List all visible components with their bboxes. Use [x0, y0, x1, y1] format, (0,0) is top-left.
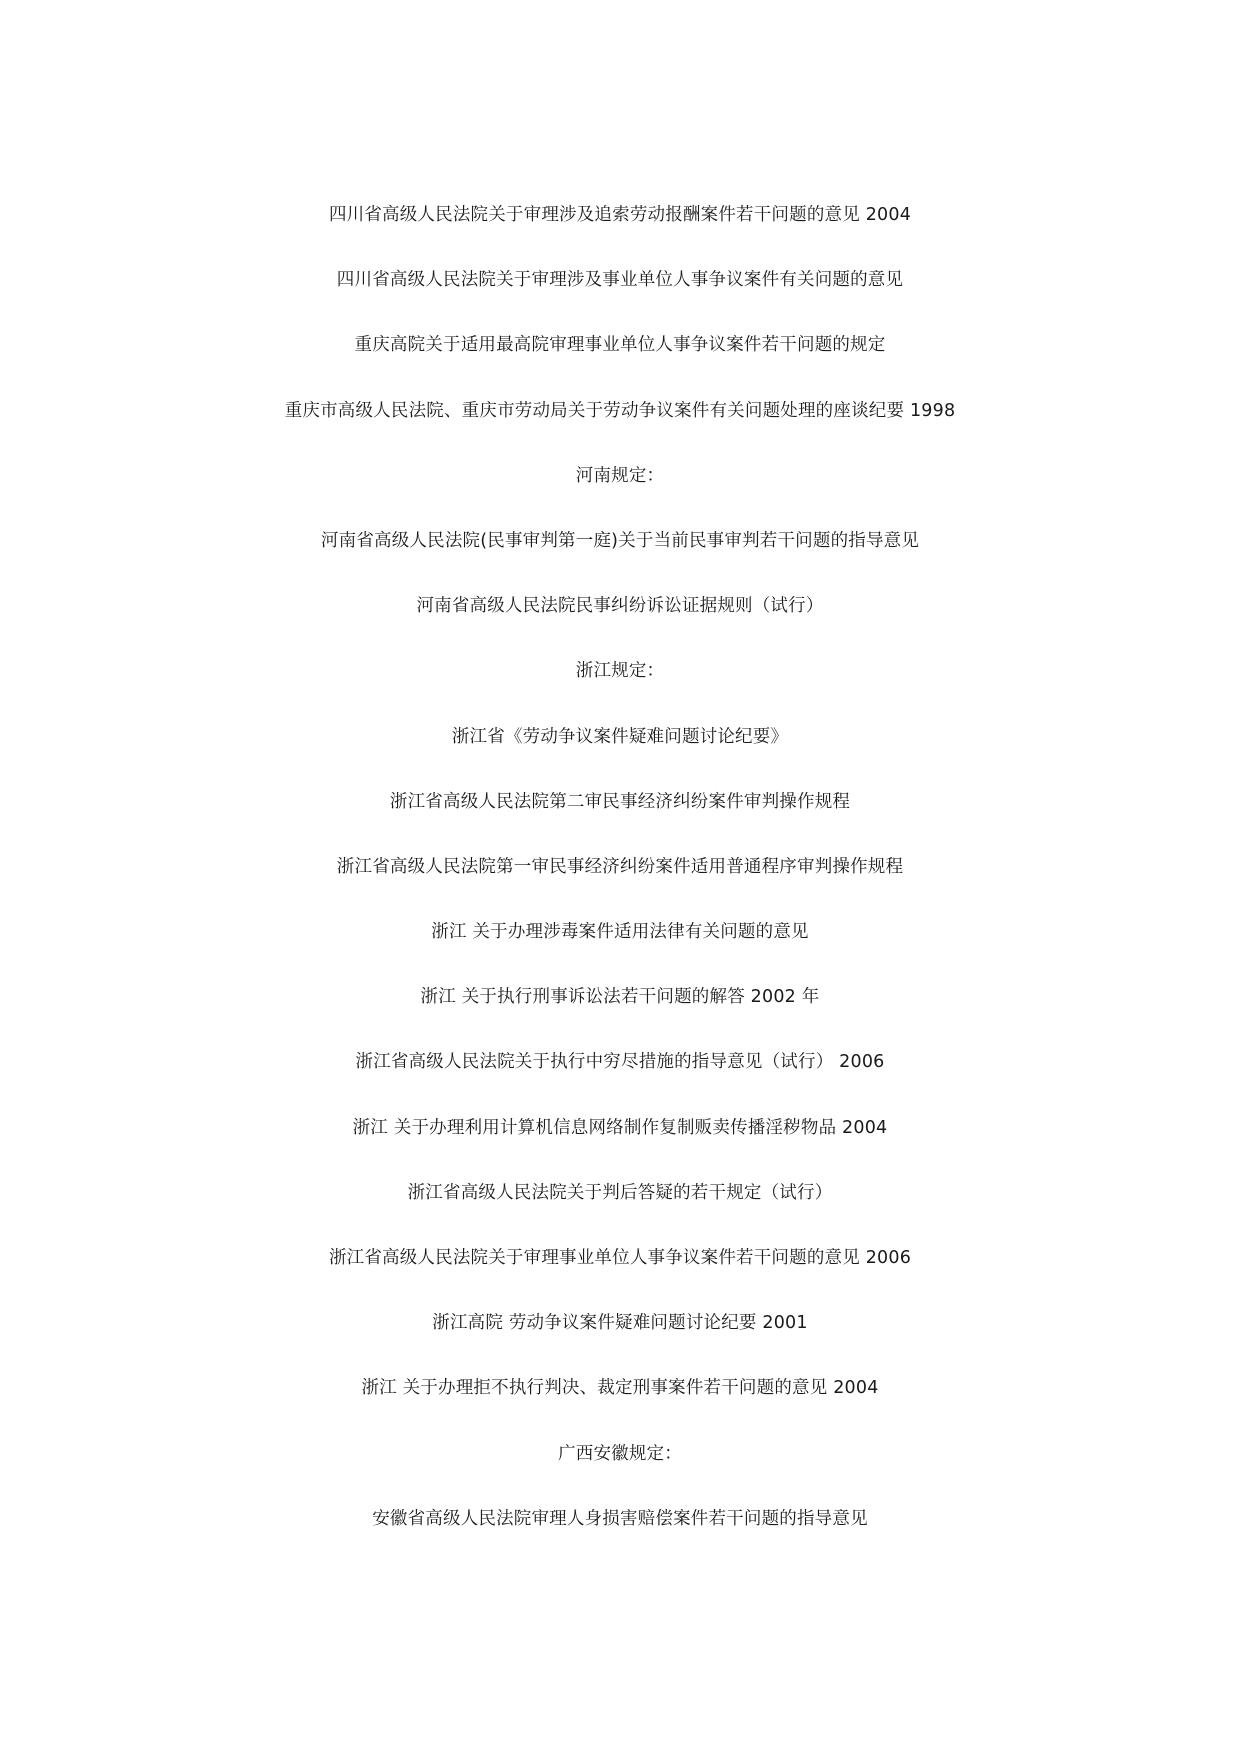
document-line-list: [0, 200, 1240, 1569]
document-line: 浙江省高级人民法院关于执行中穷尽措施的指导意见（试行） 2006: [355, 1052, 885, 1073]
document-line: 浙江 关于办理涉毒案件适用法律有关问题的意见: [431, 922, 809, 943]
document-line: 浙江省《劳动争议案件疑难问题讨论纪要》: [451, 726, 789, 747]
document-line: 浙江省高级人民法院关于判后答疑的若干规定（试行）: [407, 1182, 833, 1203]
document-line: 河南省高级人民法院民事纠纷诉讼证据规则（试行）: [416, 596, 824, 617]
document-line: 浙江省高级人民法院关于审理事业单位人事争议案件若干问题的意见 2006: [328, 1248, 912, 1268]
document-line: 浙江高院 劳动争议案件疑难问题讨论纪要 2001: [432, 1313, 808, 1334]
document-line: 河南省高级人民法院(民事审判第一庭)关于当前民事审判若干问题的指导意见: [320, 530, 920, 551]
document-line: 浙江 关于办理拒不执行判决、裁定刑事案件若干问题的意见 2004: [361, 1378, 879, 1399]
document-line: 重庆高院关于适用最高院审理事业单位人事争议案件若干问题的规定: [354, 335, 886, 356]
section-heading-henan: 河南规定：: [575, 465, 665, 486]
document-line: 浙江省高级人民法院第二审民事经济纠纷案件审判操作规程: [389, 791, 851, 812]
document-line: 浙江 关于办理利用计算机信息网络制作复制贩卖传播淫秽物品 2004: [352, 1117, 888, 1138]
section-heading-guangxi-anhui: 广西安徽规定：: [558, 1443, 682, 1464]
document-line: 安徽省高级人民法院审理人身损害赔偿案件若干问题的指导意见: [372, 1508, 868, 1529]
document-line: 重庆市高级人民法院、重庆市劳动局关于劳动争议案件有关问题处理的座谈纪要 1998: [284, 400, 956, 421]
document-line: 浙江 关于执行刑事诉讼法若干问题的解答 2002 年: [420, 987, 820, 1008]
document-line: 浙江省高级人民法院第一审民事经济纠纷案件适用普通程序审判操作规程: [336, 856, 904, 877]
section-heading-zhejiang: 浙江规定：: [575, 661, 665, 682]
document-line: 四川省高级人民法院关于审理涉及追索劳动报酬案件若干问题的意见 2004: [328, 205, 912, 225]
document-line: 四川省高级人民法院关于审理涉及事业单位人事争议案件有关问题的意见: [336, 270, 904, 291]
